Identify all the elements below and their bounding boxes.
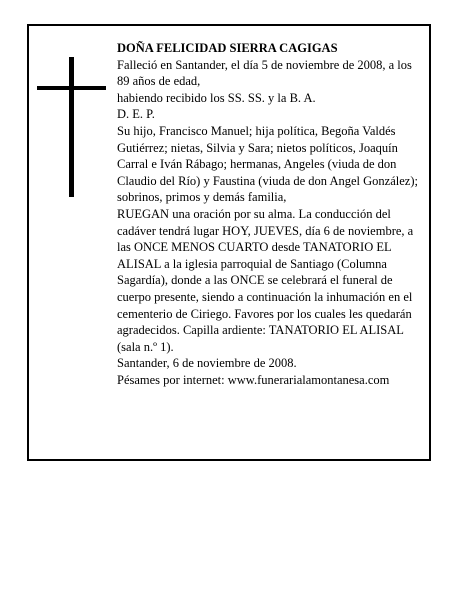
family-paragraph: Su hijo, Francisco Manuel; hija política, Begoña Valdés Gutiérrez; nietas, Silvia y Sara; nietos políticos, Joaquín Carral e Iván Rábago; hermanas, Angeles (viuda de don Claudio del Río) y Faustina (viuda de don Angel González); sobrinos, primos y demás familia, <box>117 123 418 205</box>
obituary-notice <box>27 24 431 461</box>
deceased-name: DOÑA FELICIDAD SIERRA CAGIGAS <box>117 41 338 55</box>
cross-horizontal-bar <box>37 86 106 90</box>
condolences-line: Pésames por internet: www.funerarialamontanesa.com <box>117 372 390 387</box>
sacraments-line: habiendo recibido los SS. SS. y la B. A. <box>117 90 316 105</box>
dep-line: D. E. P. <box>117 107 155 122</box>
notice-text <box>117 40 423 388</box>
death-line: Falleció en Santander, el día 5 de noviembre de 2008, a los 89 años de edad, <box>117 57 412 89</box>
place-date: Santander, 6 de noviembre de 2008. <box>117 356 297 371</box>
cross-vertical-bar <box>69 57 74 197</box>
ruegan-paragraph: RUEGAN una oración por su alma. La conducción del cadáver tendrá lugar HOY, JUEVES, día 6 de noviembre, a las ONCE MENOS CUARTO desde TANATORIO EL ALISAL a la iglesia parroquial de Santiago (Columna Sagardía), donde a las ONCE se celebrará el funeral de cuerpo presente, siendo a continuación la inhumación en el cementerio de Ciriego. Favores por los cuales les quedarán agradecidos. Capilla ardiente: TANATORIO EL ALISAL (sala n.º 1). <box>117 206 414 354</box>
